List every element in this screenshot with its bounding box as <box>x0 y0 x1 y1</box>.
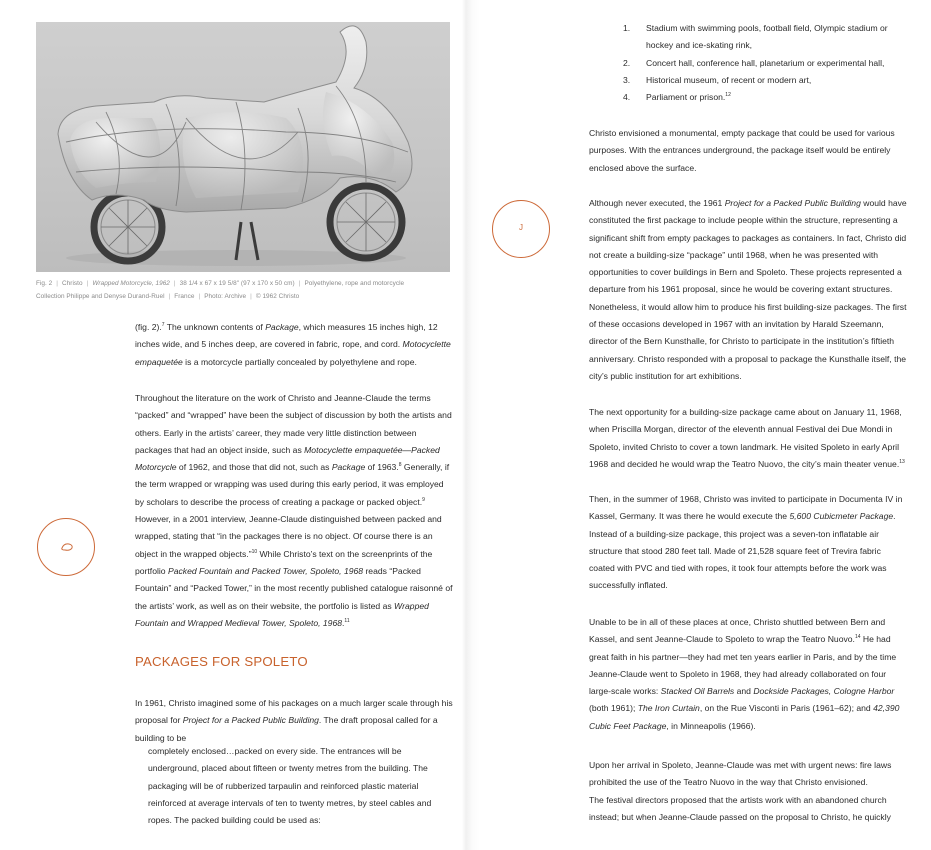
text-run: The festival directors proposed that the artists work with an abandoned church instead; but when Jeanne-Claude passed on the proposal to Christo, he quickly <box>589 794 891 822</box>
list-item <box>623 55 913 72</box>
list-item <box>623 89 913 106</box>
text-run: Unable to be in all of these places at once, Christo shuttled between Bern and Kassel, and sent Jeanne-Claude to Spoleto to wrap the Teatro Nuovo. <box>589 617 886 645</box>
text-run: Historical museum, of recent or modern art, <box>646 74 812 85</box>
text-run: In 1961, Christo imagined some of his packages on a much larger scale through his proposal for <box>135 698 453 726</box>
text-run: Concert hall, conference hall, planetarium or experimental hall, <box>646 57 885 68</box>
text-run: Throughout the literature on the work of Christo and Jeanne-Claude the terms “packed” and “wrapped” have been the subject of discussion by both the artists and others. Early in the artists’ career, they made very little distinction between packages that had an object inside, such as <box>135 393 452 455</box>
italic-title: Project for a Packed Public Building <box>724 198 861 208</box>
wrapped-motorcycle-illustration <box>36 22 450 272</box>
figure-caption <box>36 278 456 303</box>
text-run: reads “Packed Fountain” and “Packed Tower,” in the most recently published catalogue raisonné of the artists’ work, as well as on their website, the portfolio is listed as <box>135 565 453 611</box>
italic-title: 5,600 Cubicmeter Package <box>789 511 894 522</box>
section-heading-packages-for-spoleto: PACKAGES FOR SPOLETO <box>135 654 308 669</box>
text-run: , in Minneapolis (1966). <box>666 720 756 731</box>
body-paragraph-arrival-spoleto <box>589 757 909 826</box>
caption-separator: | <box>298 280 301 287</box>
list-item-number: 4. <box>623 92 631 103</box>
text-run: Then, in the summer of 1968, Christo was invited to participate in Documenta IV in Kassel, Germany. It was there he would execute the <box>589 494 903 522</box>
text-run: Stadium with swimming pools, football field, Olympic stadium or hockey and ice-skating rink, <box>646 23 888 51</box>
text-run: He had great faith in his partner—they had met ten years earlier in Paris, and by the time Jeanne-Claude went to Spoleto in 1968, they had already collaborated on four large-scale works: <box>589 634 897 697</box>
text-run: Generally, if the term wrapped or wrapping was used during this early period, it was employed by scholars to describe the process of creating a package or packed object. <box>135 462 450 507</box>
text-run: completely enclosed…packed on every side. The entrances will be underground, placed about fifteen or twenty metres from the building. The packaging will be of rubberized tarpaulin and reinforced plastic material reinforced at average intervals of ten to twenty metres, by steel cables and ropes. The packed building could be used as: <box>148 746 432 826</box>
body-paragraph-packed-vs-wrapped <box>135 390 453 632</box>
footnote-marker: 13 <box>899 458 905 465</box>
body-paragraph-1961-proposal <box>135 695 453 747</box>
italic-title: 42,390 Cubic Feet Package <box>589 703 900 731</box>
caption-line-1 <box>36 278 456 291</box>
caption-separator: | <box>250 292 252 300</box>
text-run: While Christo’s text on the screenprints of the portfolio <box>135 548 433 576</box>
text-run: Although never executed, the 1961 <box>589 198 725 208</box>
italic-title: Wrapped Fountain and Wrapped Medieval Tower, Spoleto, 1968 <box>135 600 429 628</box>
ring-glyph-icon <box>60 542 74 552</box>
caption-separator: | <box>168 292 171 300</box>
decorative-ring-right <box>492 200 550 258</box>
block-quote-proposal <box>148 743 453 829</box>
italic-title: Motocyclette empaquetée—Packed Motorcycle <box>135 444 440 473</box>
text-run: (fig. 2). <box>135 322 162 332</box>
body-paragraph-next-opportunity <box>589 404 909 473</box>
footnote-marker: 10 <box>251 548 258 555</box>
body-paragraph-never-executed <box>589 195 909 385</box>
proposal-uses-list <box>623 20 913 106</box>
italic-title: The Iron Curtain <box>637 703 700 714</box>
italic-title: Wrapped Motorcycle, 1962 <box>92 280 170 287</box>
caption-separator: | <box>56 280 59 287</box>
text-run: The next opportunity for a building-size package came about on January 11, 1968, when Priscilla Morgan, director of the eleventh annual Festival dei Due Mondi in Spoleto, invited Christo to cover a town landmark. He visited Spoleto in early April 1968 and decided he would wrap the Teatro Nuovo, the city’s main theater venue. <box>589 407 902 469</box>
list-item <box>623 20 913 55</box>
footnote-marker: 8 <box>398 462 402 469</box>
text-run: Fig. 2 <box>36 280 53 287</box>
text-run: © 1962 Christo <box>255 292 300 300</box>
text-run: is a motorcycle partially concealed by polyethylene and rope. <box>182 356 417 367</box>
text-run: Photo: Archive <box>204 292 247 300</box>
wrapped-motorcycle-photo <box>36 22 450 272</box>
text-run: , on the Rue Visconti in Paris (1961–62); and <box>699 703 874 714</box>
list-item-number: 3. <box>623 74 631 85</box>
footnote-marker: 7 <box>161 322 165 328</box>
text-run: Christo envisioned a monumental, empty package that could be used for various purposes. With the entrances underground, the package itself would be entirely enclosed above the surface. <box>589 128 895 173</box>
footnote-marker: 14 <box>854 634 861 641</box>
text-run: Polyethylene, rope and motorcycle <box>304 280 405 287</box>
italic-title: Package <box>331 462 366 473</box>
caption-separator: | <box>86 280 89 287</box>
body-paragraph-shuttled <box>589 614 909 735</box>
text-run: of 1962, and those that did not, such as <box>176 462 332 473</box>
caption-separator: | <box>198 292 201 300</box>
text-run: Upon her arrival in Spoleto, Jeanne-Claude was met with urgent news: fire laws prohibited the use of the Teatro Nuovo in the way that Christo envisioned. <box>589 760 892 788</box>
list-item-number: 1. <box>623 23 631 33</box>
body-paragraph-monumental-package <box>589 125 909 177</box>
body-paragraph-documenta <box>589 491 909 595</box>
text-run: . <box>342 617 345 628</box>
footnote-marker: 11 <box>344 617 350 624</box>
text-run: of 1963. <box>365 462 399 473</box>
text-run: France <box>174 292 195 300</box>
italic-title: Package <box>265 322 299 332</box>
text-run: Parliament or prison. <box>646 92 726 103</box>
footnote-marker: 12 <box>725 92 731 99</box>
decorative-ring-left <box>37 518 95 576</box>
caption-line-2 <box>36 291 456 304</box>
text-run: However, in a 2001 interview, Jeanne-Claude distinguished between packed and wrapped, stating that “in the packages there is no object. Of course there is an object in the wrapped objects.” <box>135 514 442 559</box>
list-item-number: 2. <box>623 57 631 68</box>
text-run: . Instead of a building-size package, this project was a seven-ton inflatable air structure that stood 280 feet tall. Made of 21,528 square feet of Trevira fabric coated with PVC and tied with ropes, it took four attempts before the work was successfully inflated. <box>589 511 896 591</box>
italic-title: Motocyclette empaquetée <box>135 339 451 367</box>
italic-title: Project for a Packed Public Building <box>182 715 319 726</box>
text-run: would have constituted the first package to include people within the structure, representing a significant shift from empty packages to packages as containers. In fact, Christo did not create a building-size “package” until 1968, when he was presented with opportunities to cover buildings in Bern and Spoleto. These projects represented a departure from his 1961 proposal, since he would be covering extant structures. Nonetheless, it would allow him to produce his first building-size packages. The first of these occasions developed in 1967 with an invitation by Harald Szeemann, director of the Bern Kunsthalle, for Christo to participate in the institution’s fiftieth anniversary. Christo responded with a proposal to package the Kunsthalle itself, the city’s public institution for art exhibitions. <box>589 198 907 381</box>
text-run: and <box>734 686 754 697</box>
text-run: , which measures 15 inches high, 12 inches wide, and 5 inches deep, are covered in fabric, rope, and cord. <box>135 322 438 350</box>
footnote-marker: 9 <box>422 496 425 503</box>
list-item <box>623 72 913 89</box>
italic-title: Stacked Oil Barrels <box>660 686 735 697</box>
text-run: The unknown contents of <box>164 322 266 332</box>
text-run: . The draft proposal called for a building to be <box>135 715 438 743</box>
body-paragraph-fig2-contents <box>135 319 453 371</box>
text-run: 38 1/4 x 67 x 19 5/8" (97 x 170 x 50 cm) <box>179 280 295 287</box>
italic-title: Dockside Packages, Cologne Harbor <box>753 686 895 697</box>
text-run: Collection Philippe and Denyse Durand-Ruel <box>36 292 165 300</box>
text-run: Christo <box>62 280 83 287</box>
italic-title: Packed Fountain and Packed Tower, Spoleto, 1968 <box>167 565 364 576</box>
caption-separator: | <box>173 280 176 287</box>
ring-letter: J <box>519 223 523 232</box>
text-run: (both 1961); <box>589 703 638 714</box>
